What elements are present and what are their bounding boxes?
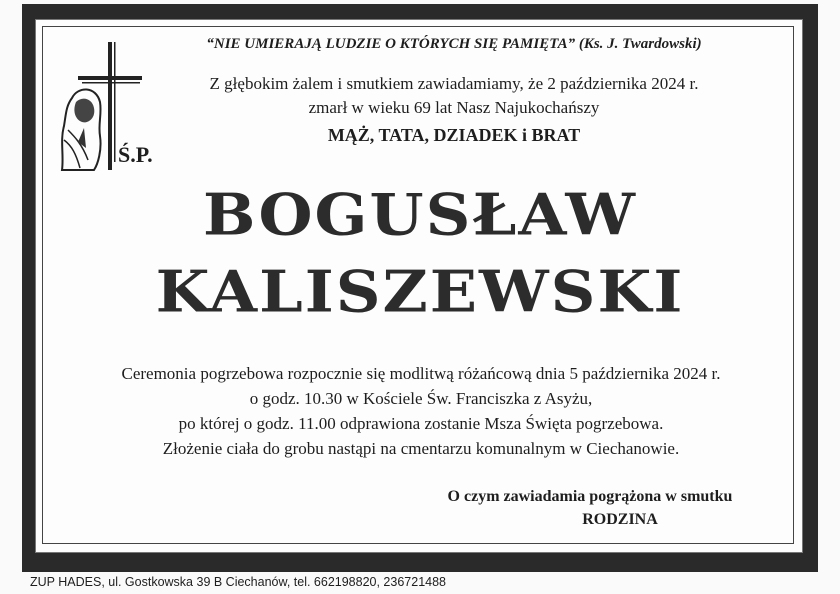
deceased-first-name: BOGUSŁAW <box>202 180 637 249</box>
announcement-line-2: zmarł w wieku 69 lat Nasz Najukochańszy <box>308 98 600 117</box>
memorial-quote: “NIE UMIERAJĄ LUDZIE O KTÓRYCH SIĘ PAMIĘTA” (Ks. J. Twardowski) <box>206 36 702 52</box>
announcement-line-1: Z głębokim żalem i smutkiem zawiadamiamy, że 2 października 2024 r. <box>209 74 699 93</box>
ceremony-line-1: Ceremonia pogrzebowa rozpocznie się modlitwą różańcową dnia 5 października 2024 r. <box>121 364 721 383</box>
deceased-last-name: KALISZEWSKI <box>155 257 685 326</box>
funeral-home-footer: ZUP HADES, ul. Gostkowska 39 B Ciechanów, tel. 662198820, 236721488 <box>30 575 446 589</box>
sp-label: Ś.P. <box>118 142 153 167</box>
ceremony-line-2: o godz. 10.30 w Kościele Św. Franciszka z Asyżu, <box>249 389 593 408</box>
family-signature: RODZINA <box>582 511 658 528</box>
relations-heading: MĄŻ, TATA, DZIADEK i BRAT <box>327 125 581 145</box>
ceremony-line-4: Złożenie ciała do grobu nastąpi na cmentarzu komunalnym w Ciechanowie. <box>162 439 680 458</box>
closing-line: O czym zawiadamia pogrążona w smutku <box>447 488 733 505</box>
ceremony-line-3: po której o godz. 11.00 odprawiona zostanie Msza Święta pogrzebowa. <box>178 414 664 433</box>
